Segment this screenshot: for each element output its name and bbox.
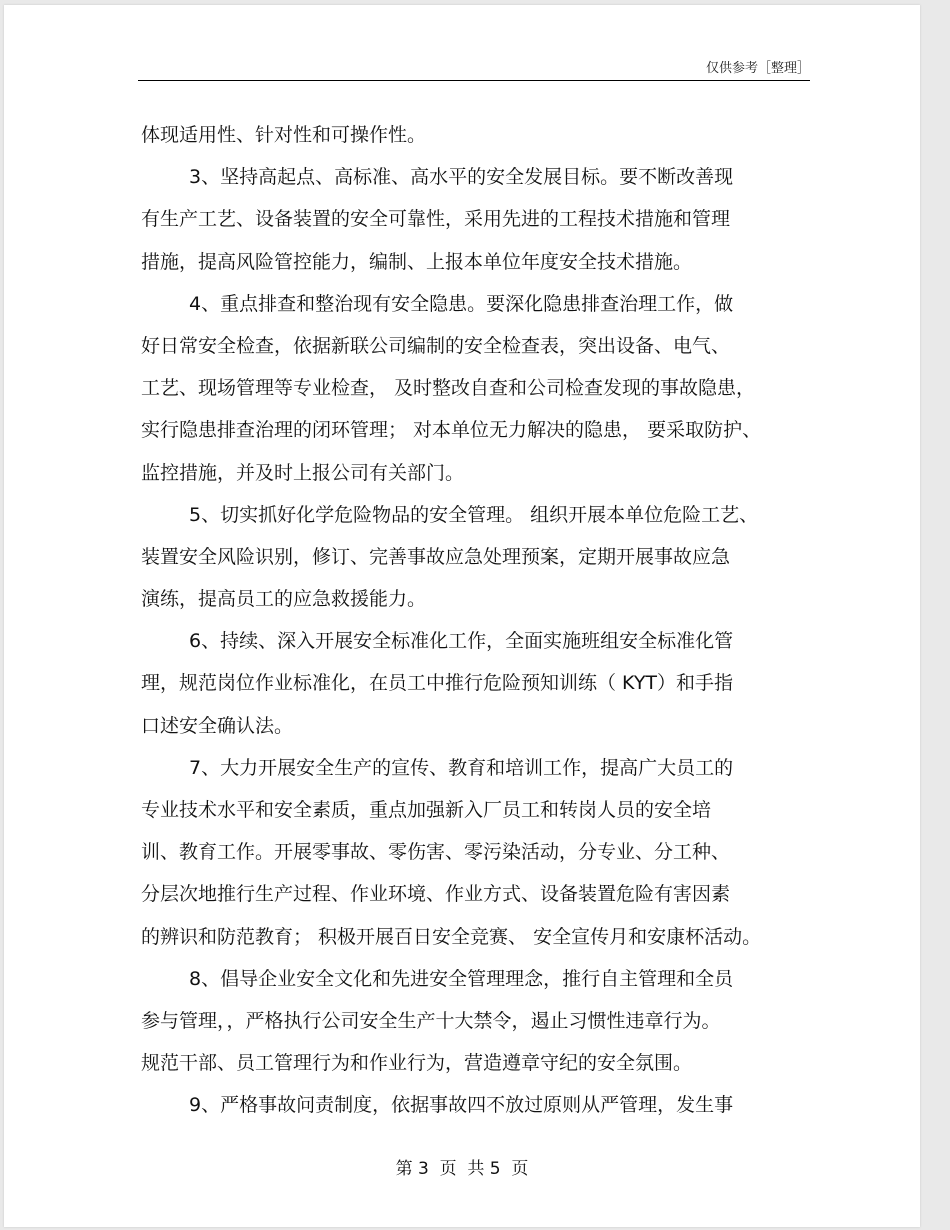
header-note: 仅供参考［整理］ [705,61,810,76]
text-line: 口述安全确认法。 [141,714,294,737]
text-line: 的辨识和防范教育； 积极开展百日安全竞赛、 安全宣传月和安康杯活动。 [141,925,762,948]
header-rule [138,80,810,81]
text-line: 分层次地推行生产过程、作业环境、作业方式、设备装置危险有害因素 [141,883,731,906]
document-page [4,5,920,1227]
text-line: 有生产工艺、设备装置的安全可靠性，采用先进的工程技术措施和管理 [141,208,731,231]
text-line: 装置安全风险识别，修订、完善事故应急处理预案，定期开展事故应急 [141,545,731,568]
text-line: 参与管理，，严格执行公司安全生产十大禁令，遏止习惯性违章行为。 [141,1009,721,1032]
text-line: 监控措施，并及时上报公司有关部门。 [141,461,465,484]
text-line: 9、严格事故问责制度，依据事故四不放过原则从严管理，发生事 [189,1094,734,1117]
text-line: 专业技术水平和安全素质，重点加强新入厂员工和转岗人员的安全培 [141,799,712,821]
text-line: 6、持续、深入开展安全标准化工作，全面实施班组安全标准化管 [189,630,734,653]
text-line: 体现适用性、针对性和可操作性。 [141,124,427,146]
text-line: 理，规范岗位作业标准化，在员工中推行危险预知训练（ KYT）和手指 [141,672,734,695]
text-line: 工艺、现场管理等专业检查， 及时整改自查和公司检查发现的事故隐患， [141,377,756,400]
text-line: 训、教育工作。开展零事故、零伤害、零污染活动，分专业、分工种、 [141,841,731,864]
text-line: 规范干部、员工管理行为和作业行为，营造遵章守纪的安全氛围。 [141,1052,693,1075]
text-line: 好日常安全检查，依据新联公司编制的安全检查表，突出设备、电气、 [141,334,731,357]
text-line: 3、坚持高起点、高标准、高水平的安全发展目标。要不断改善现 [189,166,734,189]
text-line: 7、大力开展安全生产的宣传、教育和培训工作，提高广大员工的 [189,756,734,779]
text-line: 实行隐患排查治理的闭环管理； 对本单位无力解决的隐患， 要采取防护、 [141,419,762,442]
page-footer: 第 3 页 共 5 页 [395,1159,529,1179]
text-line: 8、倡导企业安全文化和先进安全管理理念，推行自主管理和全员 [189,967,734,990]
body-text [141,114,821,1127]
text-line: 措施，提高风险管控能力，编制、上报本单位年度安全技术措施。 [141,250,693,273]
text-line: 5、切实抓好化学危险物品的安全管理。 组织开展本单位危险工艺、 [189,503,759,526]
text-line: 演练，提高员工的应急救援能力。 [141,588,427,611]
text-line: 4、重点排查和整治现有安全隐患。要深化隐患排查治理工作，做 [189,292,734,315]
